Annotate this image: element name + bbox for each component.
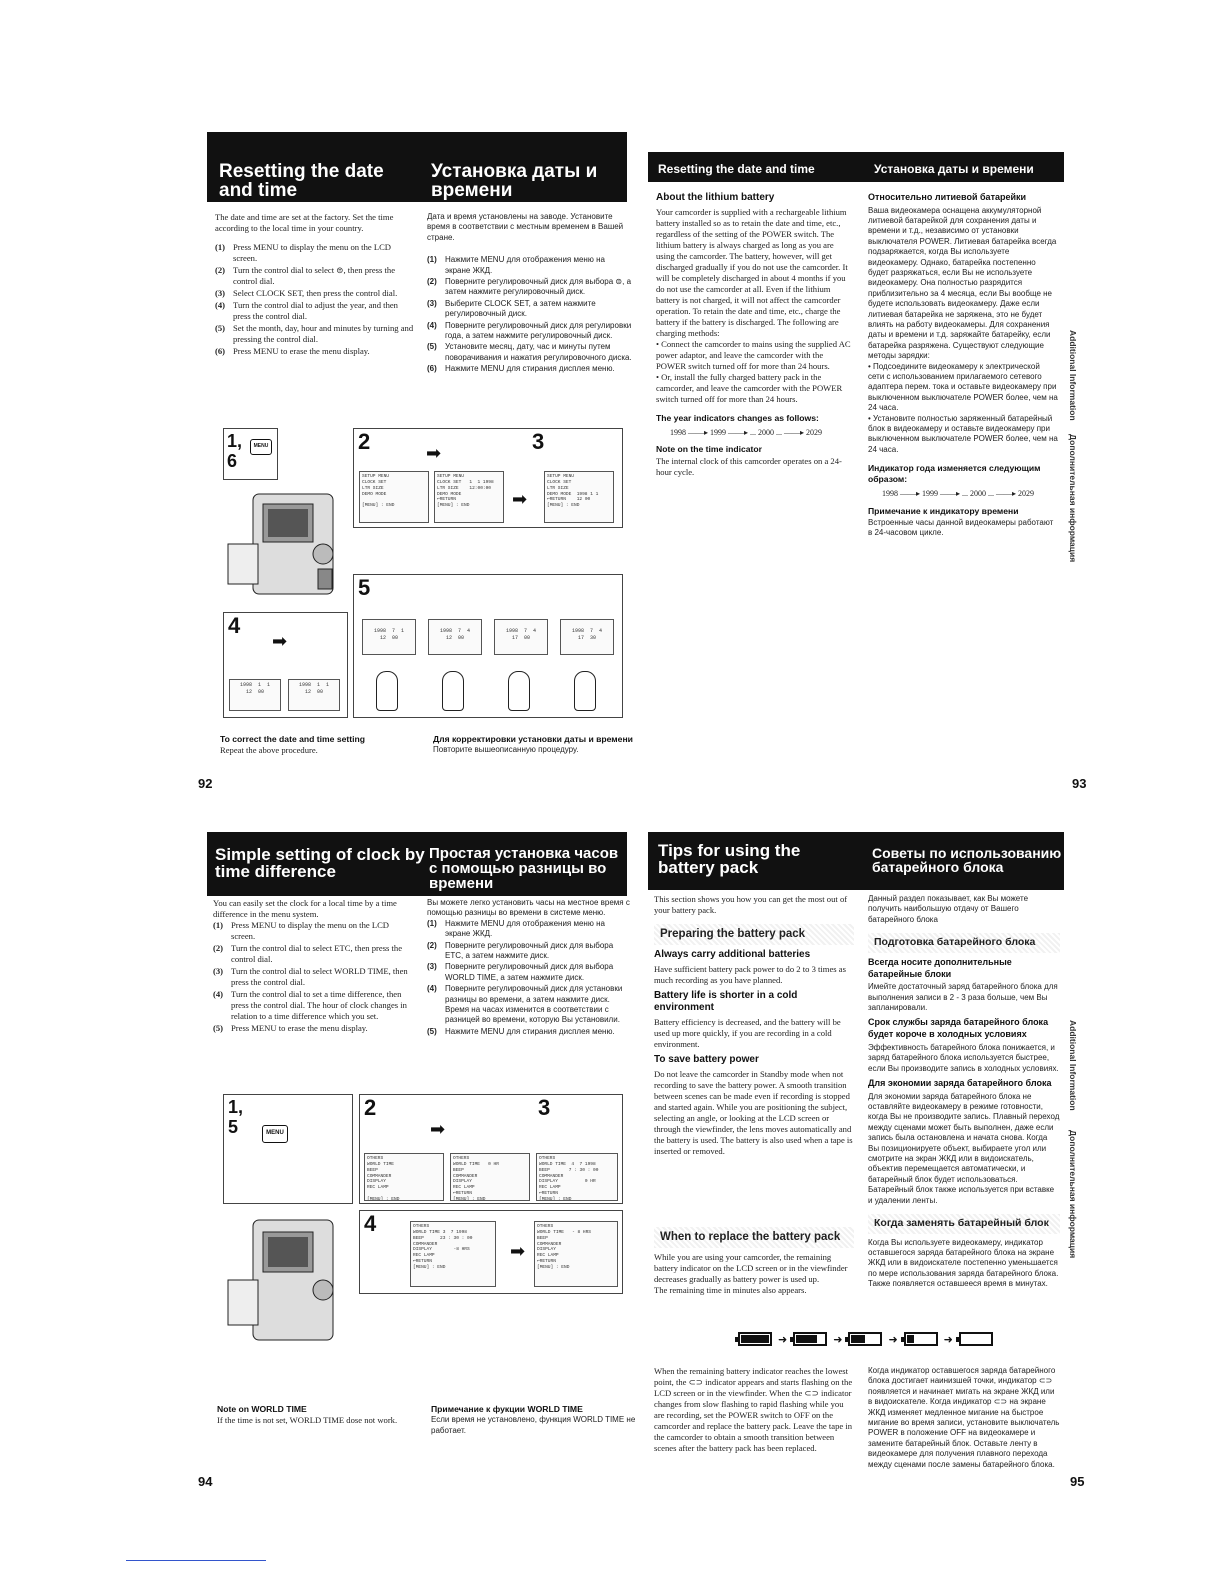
save-heading-en: To save battery power [654, 1054, 759, 1066]
figure-box-step-1-6 [223, 428, 278, 480]
column-ru: Данный раздел показывает, как Вы можете получить наибольшую отдачу от Вашего батарейного блока Подготовка батарейного блока Всегда носите дополнительные батарейные блоки Имейте достаточный заряд батарейного блока для выполнения записи в 2 - 3 раза больше, чем Вы запланировали. Срок службы заряда батарейного блока будет короче в холодных условиях Эффективность батарейного блока понижается, и заряд батарейного блока используется быстрее, если Вы производите запись в холодных условиях. Для экономии заряда батарейного блока Для экономии заряда батарейного блока не оставляйте видеокамеру в режиме готовности, когда Вы не производите запись. Плавный переход между сценами может быть выполнен, даже если запись была остановлена и начата снова. Когда Вы позиционируете объект, выбираете угол или смотрите на экран ЖКД или в видоискатель, объектив перемещается автоматически, и батарейный блок будет использоваться. Батарейный блок также используется при вставке и удалении ленты. Когда заменять батарейный блок Когда Вы используете видеокамеру, индикатор оставшегося заряда батарейного блока на экране ЖКД или в видоискателе постепенно уменьшается по мере использования заряда батарейного блока. Также появляется оставшееся время в минутах. [868, 894, 1060, 1289]
intro-en: The date and time are set at the factory. Set the time according to the local time in your country. [215, 212, 394, 233]
date-display-minute: 1998 7 4 17 30 [560, 619, 614, 655]
column-en [215, 212, 415, 358]
year-sequence: 1998 ——▸ 1999 ——▸ ... 2000 ... ——▸ 2029 [882, 489, 1035, 499]
side-tab-ru: Дополнительная информация [1068, 434, 1078, 563]
step-1: (1) Нажмите MENU для отображения меню на экране ЖКД. [427, 918, 605, 939]
step-2: (2) Turn the control dial to select ⊜, then press the control dial. [215, 265, 396, 286]
arrow-right-icon: ➡ [512, 489, 528, 510]
step-3-number: 3 [532, 429, 545, 454]
step-4: (4) Поверните регулировочный диск для регулировки года, а затем нажмите регулировочный диск. [427, 320, 632, 340]
side-tab-en: Additional Information [1068, 1020, 1078, 1111]
always-heading-en: Always carry additional batteries [654, 948, 811, 960]
battery-icon [738, 1332, 772, 1346]
column-ru: Относительно литиевой батарейки Ваша видеокамера оснащена аккумуляторной литиевой батарейкой для сохранения даты и времени и т.д., независимо от установки выключателя POWER. Литиевая батарейка всегда подзаряжается, когда Вы используете видеокамеру. Однако, батарейка постепенно будет разряжаться, если Вы не используете видеокамеру. Она полностью разрядится приблизительно за 4 месяца, если Вы вообще не будете использовать видеокамеру. Даже если литиевая батарейка не заряжена, это не будет влиять на работу видеокамеры. Для сохранения даты и времени и т.д. заряжайте батарейку, если батарейка разряжена. Существуют следующие методы зарядки: • Подсоедините видеокамеру к электрической сети с использованием прилагаемого сетевого адаптера перем. тока и оставьте видеокамеру при выключенном выключателе POWER более, чем на 24 часа. • Установите полностью заряженный батарейный блок в видеокамеру и оставьте видеокамеру при выключенном выключателе POWER более, чем на 24 часа. Индикатор года изменяется следующим образом: 1998 ——▸ 1999 ——▸ ... 2000 ... ——▸ 2029 Примечание к индикатору времени Встроенные часы данной видеокамеры работают в 24-часовом цикле. [868, 192, 1058, 538]
step-4: (4) Turn the control dial to set a time difference, then press the control dial. The hour of clock changes in relation to a time difference which you set. [213, 989, 407, 1021]
step-2: (2) Поверните регулировочный диск для выбора ETC, а затем нажмите диск. [427, 940, 614, 960]
page-title-ru: Установка даты и времени [874, 162, 1034, 176]
step-1: (1) Нажмите MENU для отображения меню на экране ЖКД. [427, 255, 605, 275]
figure-box-step-4 [223, 612, 348, 718]
time-note-heading-en: Note on the time indicator [656, 444, 762, 455]
figure-box-step-4 [359, 1210, 623, 1294]
date-display: 1998 1 1 12 00 [288, 679, 340, 711]
camcorder-illustration [223, 1210, 353, 1350]
steps-ru [427, 919, 632, 1037]
world-time-note-en: Note on WORLD TIME If the time is not set, WORLD TIME dose not work. [217, 1404, 417, 1426]
page-number-93: 93 [1072, 776, 1087, 791]
column-en: About the lithium battery Your camcorder is supplied with a rechargeable lithium battery installed so as to retain the date and time, etc., regardless of the setting of the POWER switch. The lithium battery is always charged as long as you are using the camcorder. The battery, however, will get discharged gradually if you do not use the camcorder. It will be completely discharged in about 4 months if you do not use the camcorder at all. Even if the lithium battery is not charged, it will not affect the camcorder operation. To retain the date and time, etc., charge the battery if the battery is discharged. The following are charging methods: • Connect the camcorder to mains using the supplied AC power adaptor, and leave the camcorder with the POWER switch turned off for more than 24 hours. • Or, install the fully charged battery pack in the camcorder, and leave the camcorder with the POWER switch turned off for more than 24 hours. The year indicators changes as follows: 1998 ——▸ 1999 ——▸ ... 2000 ... ——▸ 2029 Note on the time indicator The internal clock of this camcorder operates on a 24-hour cycle. [656, 192, 854, 478]
date-display-hour: 1998 7 4 17 00 [494, 619, 548, 655]
section-preparing-ru: Подготовка батарейного блока [868, 933, 1060, 953]
arrow-right-icon: ➡ [426, 443, 442, 464]
step-5: (5) Установите месяц, дату, час и минуты путем поворачивания и нажатия регулировочного диска. [427, 342, 632, 362]
battery-icon [848, 1332, 882, 1346]
page-title-ru: Установка даты и времени [431, 161, 598, 201]
illustration-world-time [223, 1094, 623, 1354]
steps-en [215, 242, 415, 357]
step-5-number: 5 [358, 575, 371, 600]
battery-indicator-sequence [738, 1332, 993, 1346]
figure-box-step-5 [353, 574, 623, 718]
step-6: (6) Нажмите MENU для стирания дисплея меню. [427, 364, 615, 374]
correct-setting-ru: Для корректировки установки даты и времени Повторите вышеописанную процедуру. [433, 734, 638, 756]
date-display-day: 1998 7 4 12 00 [428, 619, 482, 655]
page-95-header [648, 832, 1064, 890]
lcd-screen-others: OTHERS WORLD TIME BEEP COMMANDER DISPLAY REC LAMP [MENU] : END [364, 1153, 444, 1201]
camcorder-illustration [223, 484, 353, 604]
lithium-heading-ru: Относительно литиевой батарейки [868, 192, 1027, 202]
lowest-point-en: When the remaining battery indicator reaches the lowest point, the ⊂⊃ indicator appears and starts flashing on the LCD screen or in the viewfinder. When the ⊂⊃ indicator changes from slow flashing to rapid flashing while you are recording, set the POWER switch to OFF on the camcorder and replace the battery pack. Leave the tape in the camcorder to obtain a smooth transition between scenes after the battery pack has been replaced. [654, 1366, 853, 1453]
intro-ru: Дата и время установлены на заводе. Установите время в соответствии с местным временем в Вашей стране. [427, 212, 624, 242]
step-2: (2) Поверните регулировочный диск для выбора ⊜, а затем нажмите регулировочный диск. [427, 276, 632, 297]
step-2-number: 2 [364, 1095, 377, 1120]
page-title-en: Simple setting of clock by time difference [215, 845, 425, 881]
arrow-right-icon: ➡ [510, 1241, 526, 1262]
side-tab-ru: Дополнительная информация [1068, 1130, 1078, 1259]
figure-box-step-1-5 [223, 1094, 353, 1204]
battery-icon [904, 1332, 938, 1346]
page-94 [195, 820, 640, 1480]
step-1: (1) Press MENU to display the menu on the LCD screen. [215, 242, 392, 263]
step-4-number: 4 [228, 613, 241, 638]
intro-ru: Вы можете легко установить часы на местное время с помощью разницы во времени в системе меню. [427, 898, 630, 918]
page-number-94: 94 [198, 1474, 213, 1489]
page-number-95: 95 [1070, 1474, 1085, 1489]
cold-heading-en: Battery life is shorter in a cold environment [654, 989, 798, 1014]
arrow-right-icon: ➜ [888, 1332, 898, 1346]
date-display-month: 1998 7 1 12 00 [362, 619, 416, 655]
arrow-right-icon: ➜ [833, 1332, 843, 1346]
lowest-point-ru: Когда индикатор оставшегося заряда батарейного блока достигает наинизшей точки, индикатор ⊂⊃ появляется и начинает мигать на экране ЖКД или в видоискателе. Когда индикатор ⊂⊃ на экране ЖКД изменяет медленное мигание на быстрое мигание во время записи, установите выключатель POWER в положение OFF на видеокамере и замените батарейный блок. Оставьте ленту в видеокамере для получения плавного перехода между сценами после замены батарейного блока. [868, 1366, 1060, 1469]
correct-heading-ru: Для корректировки установки даты и времени [433, 734, 633, 744]
lithium-heading-en: About the lithium battery [656, 192, 775, 203]
always-heading-ru: Всегда носите дополнительные батарейные блоки [868, 956, 1012, 979]
step-3: (3) Поверните регулировочный диск для выбора WORLD TIME, а затем нажмите диск. [427, 962, 614, 982]
menu-button-icon: MENU [262, 1125, 288, 1143]
world-time-note-heading-en: Note on WORLD TIME [217, 1404, 307, 1414]
page-title-en: Tips for using the battery pack [658, 841, 801, 877]
column-en: This section shows you how you can get the most out of your battery pack. Preparing the battery pack Always carry additional batteries Have sufficient battery pack power to do 2 to 3 times as much recording as you have planned. Battery life is shorter in a cold environment Battery efficiency is decreased, and the battery will be used up more quickly, if you are recording in a cold environment. To save battery power Do not leave the camcorder in Standby mode when not recording to save the battery power. A smooth transition between scenes can be made even if recording is stopped and started again. While you are positioning the subject, selecting an angle, or looking at the LCD screen or through the viewfinder, the lens moves automatically and the battery is used. The battery is also used when a tape is inserted or removed. When to replace the battery pack While you are using your camcorder, the remaining battery indicator on the LCD screen or in the viewfinder decreases gradually as battery power is used up. The remaining time in minutes also appears. [654, 894, 853, 1295]
column-ru [427, 898, 632, 1038]
steps-en [213, 920, 413, 1034]
footer-rule [126, 1560, 266, 1561]
step-4: (4) Поверните регулировочный диск для установки разницы во времени, а затем нажмите диск. Время на часах изменится в соответствии с разницей во времени, которую Вы установили. [427, 984, 623, 1025]
lcd-screen-year: SETUP MENU CLOCK SET LTR SIZE DEMO MODE 1998 1 1 ↩RETURN 12 00 [MENU] : END [544, 471, 614, 523]
figure-box-step-2-3 [359, 1094, 623, 1204]
step-3-number: 3 [538, 1095, 551, 1120]
hand-press-icon [574, 671, 596, 711]
section-preparing-en: Preparing the battery pack [654, 924, 854, 945]
hand-press-icon [376, 671, 398, 711]
step-3: (3) Select CLOCK SET, then press the control dial. [215, 288, 398, 298]
cold-heading-ru: Срок службы заряда батарейного блока будет короче в холодных условиях [868, 1017, 1049, 1040]
side-tab-en: Additional Information [1068, 330, 1078, 421]
time-note-heading-ru: Примечание к индикатору времени [868, 505, 1019, 516]
date-display: 1998 1 1 12 00 [229, 679, 281, 711]
page-number-92: 92 [198, 776, 213, 791]
correct-setting-en: To correct the date and time setting Repeat the above procedure. [220, 734, 420, 756]
step-5: (5) Press MENU to erase the menu display. [213, 1023, 368, 1033]
page-title-ru: Простая установка часов с помощью разницы во времени [429, 845, 619, 892]
step-4-number: 4 [364, 1211, 377, 1236]
step-6: (6) Press MENU to erase the menu display. [215, 346, 370, 356]
illustration-date-setting [223, 428, 623, 718]
page-title-en: Resetting the date and time [658, 162, 815, 176]
intro-en: You can easily set the clock for a local time by a time difference in the menu system. [213, 898, 397, 919]
step-number: 1, 6 [227, 431, 243, 471]
step-5: (5) Set the month, day, hour and minutes by turning and pressing the control dial. [215, 323, 414, 344]
section-replace-en: When to replace the battery pack [654, 1227, 854, 1248]
step-4: (4) Turn the control dial to adjust the year, and then press the control dial. [215, 300, 398, 321]
page-title-ru: Советы по использованию батарейного блока [872, 845, 1062, 875]
intro-ru: Данный раздел показывает, как Вы можете получить наибольшую отдачу от Вашего батарейного блока [868, 894, 1029, 924]
step-3: (3) Выберите CLOCK SET, а затем нажмите регулировочный диск. [427, 298, 596, 319]
year-sequence: 1998 ——▸ 1999 ——▸ ... 2000 ... ——▸ 2029 [670, 427, 823, 437]
lcd-screen-time-difference-result: OTHERS WORLD TIME - 8 HRS BEEP COMMANDER DISPLAY REC LAMP ↩RETURN [MENU] : END [534, 1221, 618, 1287]
page-93 [648, 128, 1068, 768]
page-92-header [207, 132, 627, 202]
lcd-screen-world-time-set: OTHERS WORLD TIME 4 7 1998 BEEP 7 : 30 : 00 COMMANDER DISPLAY 0 HR REC LAMP ↩RETURN [MENU] : END [536, 1153, 618, 1201]
battery-icon [793, 1332, 827, 1346]
page-94-header [207, 832, 627, 896]
battery-icon [959, 1332, 993, 1346]
column-en [213, 898, 413, 1035]
hand-press-icon [508, 671, 530, 711]
lcd-screen-setup-menu: SETUP MENU CLOCK SET LTR SIZE DEMO MODE [MENU] : END [359, 471, 429, 523]
lcd-screen-clock-set: SETUP MENU CLOCK SET 1 1 1998 LTR SIZE 12:00:00 DEMO MODE ↩RETURN [MENU] : END [434, 471, 504, 523]
step-1: (1) Press MENU to display the menu on the LCD screen. [213, 920, 390, 941]
page-title-en: Resetting the date and time [219, 161, 384, 201]
world-time-note-heading-ru: Примечание к фукции WORLD TIME [431, 1404, 583, 1414]
lcd-screen-time-difference: OTHERS WORLD TIME 3 7 1998 BEEP 23 : 30 : 00 COMMANDER DISPLAY -8 HRS REC LAMP ↩RETURN [MENU] : END [410, 1221, 496, 1287]
arrow-right-icon: ➜ [943, 1332, 953, 1346]
arrow-right-icon: ➡ [272, 631, 288, 652]
column-ru [427, 212, 632, 375]
world-time-note-ru: Примечание к фукции WORLD TIME Если время не установлено, функция WORLD TIME не работает. [431, 1404, 636, 1435]
hand-press-icon [442, 671, 464, 711]
year-heading-en: The year indicators changes as follows: [656, 412, 819, 423]
figure-box-step-2-3 [353, 428, 623, 528]
step-3: (3) Turn the control dial to select WORLD TIME, then press the control dial. [213, 966, 408, 987]
save-heading-ru: Для экономии заряда батарейного блока [868, 1077, 1052, 1088]
correct-heading-en: To correct the date and time setting [220, 734, 366, 744]
step-5: (5) Нажмите MENU для стирания дисплея меню. [427, 1026, 615, 1036]
step-2-number: 2 [358, 429, 371, 454]
page-95 [648, 820, 1068, 1490]
intro-en: This section shows you how you can get the most out of your battery pack. [654, 894, 848, 915]
lcd-screen-world-time: OTHERS WORLD TIME 0 HR BEEP COMMANDER DISPLAY REC LAMP ↩RETURN [MENU] : END [450, 1153, 530, 1201]
step-2: (2) Turn the control dial to select ETC, then press the control dial. [213, 943, 403, 964]
page-93-header [648, 152, 1064, 182]
arrow-right-icon: ➜ [778, 1332, 788, 1346]
arrow-right-icon: ➡ [430, 1119, 446, 1140]
page-92 [195, 128, 640, 768]
year-heading-ru: Индикатор года изменяется следующим образом: [868, 463, 1041, 485]
step-number: 1, 5 [228, 1097, 244, 1137]
menu-button-icon: MENU [250, 439, 272, 455]
steps-ru [427, 255, 632, 374]
section-replace-ru: Когда заменять батарейный блок [868, 1214, 1060, 1234]
